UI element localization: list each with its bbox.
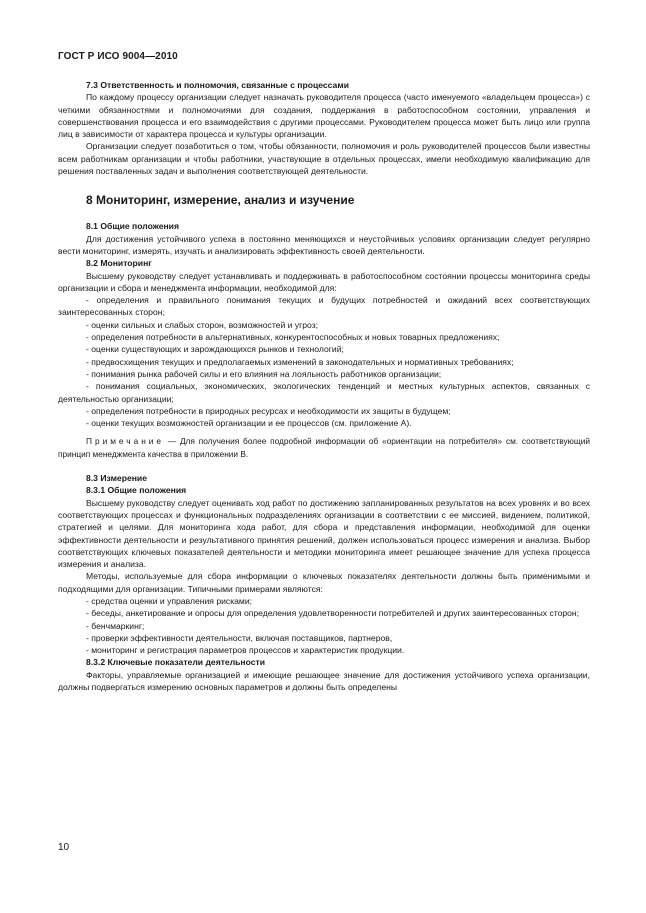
note: [58, 435, 590, 460]
paragraph: Методы, используемые для сбора информации о ключевых показателях деятельности должны быть применимыми и подходящими для организации. Типичными примерами являются:: [58, 571, 590, 594]
subsection-7-3-heading: 7.3 Ответственность и полномочия, связанные с процессами: [86, 80, 349, 90]
paragraph: Организации следует позаботиться о том, чтобы обязанности, полномочия и роль руководителей процессов были известны всем работникам организации и чтобы работники, участвующие в отдельных процессах, имели необходимую квалификацию для решения поставленных задач и выполнения соответствующей деятельности.: [58, 141, 590, 177]
list-item: - беседы, анкетирование и опросы для определения удовлетворенности потребителей и других заинтересованных сторон;: [86, 608, 580, 619]
list-item: - оценки сильных и слабых сторон, возможностей и угроз;: [86, 319, 319, 330]
paragraph: Высшему руководству следует устанавливать и поддерживать в работоспособном состоянии процессы мониторинга среды организации и сбора и менеджмента информации, необходимой для:: [58, 270, 590, 293]
document-header: ГОСТ Р ИСО 9004—2010: [58, 51, 178, 62]
list-item: - понимания социальных, экономических, экологических тенденций и местных культурных аспектов, связанных с деятельностью организации;: [58, 381, 590, 404]
paragraph: По каждому процессу организации следует назначать руководителя процесса (часто именуемого «владельцем процесса») с четкими обязанностями и полномочиями для создания, поддержания в работоспособном состоянии, управления и совершенствования процесса и его взаимодействия с другими процессами. Руководителем процесса может быть лицо или группа лиц в зависимости от характера процесса и культуры организации.: [58, 92, 590, 140]
page-number: 10: [58, 842, 70, 853]
list-item: - понимания рынка рабочей силы и его влияния на лояльность работников организации;: [86, 368, 442, 379]
list-item: - определения потребности в альтернативных, конкурентоспособных и новых товарных предложениях;: [86, 332, 500, 343]
list-item: - средства оценки и управления рисками;: [86, 595, 253, 606]
paragraph: Факторы, управляемые организацией и имеющие решающее значение для достижения устойчивого успеха организации, должны подвергаться измерению основных параметров и должны быть определены: [58, 669, 590, 693]
list-item: - бенчмаркинг;: [86, 620, 145, 631]
paragraph: Высшему руководству следует оценивать ход работ по достижению запланированных результатов на всех уровнях и во всех соответствующих процессах и функциональных подразделениях организации в соответствии с ее миссией, видением, политикой, стратегией и целями. Для мониторинга хода работ, для сбора и представления информации, необходимой для оценки эффективности деятельности и результативного принятия решений, должен использоваться процесс измерения и анализа. Выбор соответствующих ключевых показателей деятельности и методики мониторинга имеет решающее значение для успеха процесса измерения и анализа.: [58, 497, 590, 570]
subsection-8-3-1-heading: 8.3.1 Общие положения: [86, 485, 187, 496]
list-item: - оценки существующих и зарождающихся рынков и технологий;: [86, 344, 344, 355]
page-content: [58, 79, 590, 693]
note-label: Примечание: [86, 436, 165, 447]
list-item: - предвосхищения текущих и предполагаемых изменений в законодательных и нормативных требованиях;: [86, 356, 514, 367]
list-item: - мониторинг и регистрация параметров процессов и характеристик продукции.: [86, 645, 405, 656]
section-8-heading: 8 Мониторинг, измерение, анализ и изучение: [86, 193, 355, 208]
subsection-8-3-2-heading: 8.3.2 Ключевые показатели деятельности: [86, 657, 266, 668]
subsection-8-2-heading: 8.2 Мониторинг: [86, 258, 152, 269]
paragraph: Для достижения устойчивого успеха в постоянно меняющихся и неустойчивых условиях организации следует регулярно вести мониторинг, измерять, изучать и анализировать эффективность своей деятельности.: [58, 233, 590, 256]
note-text: — Для получения более подробной информации об «ориентации на потребителя» см. соответствующий принцип менеджмента качества в приложении В.: [58, 436, 590, 459]
list-item: - проверки эффективности деятельности, включая поставщиков, партнеров,: [86, 632, 393, 643]
list-item: - определения потребности в природных ресурсах и необходимости их защиты в будущем;: [86, 405, 451, 416]
subsection-8-1-heading: 8.1 Общие положения: [86, 221, 179, 232]
list-item: - оценки текущих возможностей организации и ее процессов (см. приложение А).: [86, 418, 412, 429]
list-item: - определения и правильного понимания текущих и будущих потребностей и ожиданий всех соответствующих заинтересованных сторон;: [58, 295, 590, 318]
subsection-8-3-heading: 8.3 Измерение: [86, 473, 147, 484]
